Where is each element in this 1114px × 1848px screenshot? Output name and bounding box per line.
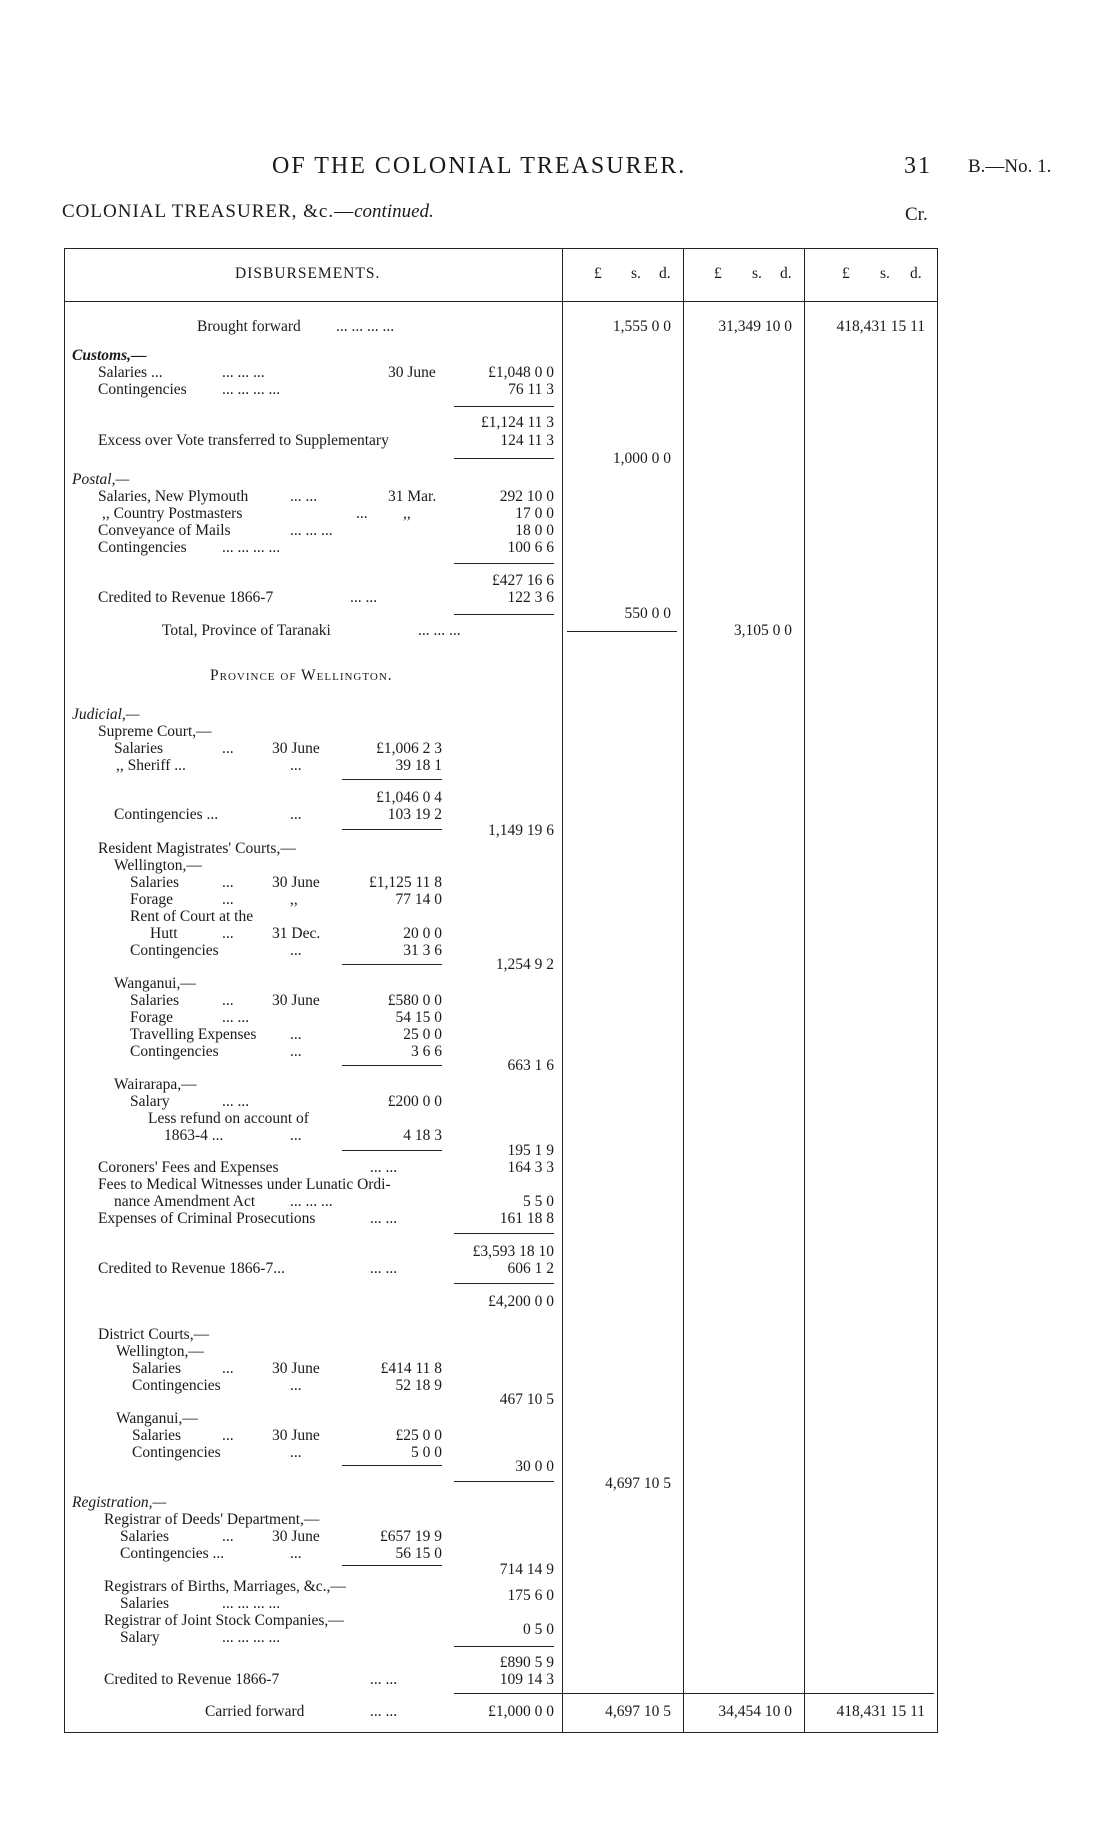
carried-forward-col2: 34,454 10 0 (718, 1703, 792, 1720)
header-bottom-rule (64, 301, 938, 302)
rmr-less-dots: ... (290, 1127, 302, 1144)
dcw-contingencies: Contingencies (132, 1377, 221, 1394)
courts-col1-total: 4,697 10 5 (605, 1475, 671, 1492)
rm-wellington-total: 1,254 9 2 (495, 956, 554, 973)
dcg-salaries-amount: £25 0 0 (395, 1427, 442, 1444)
dcw-salaries-date: 30 June (272, 1360, 320, 1377)
rmw-rent-date: 31 Dec. (272, 925, 321, 942)
rm-wanganui-total: 663 1 6 (507, 1057, 554, 1074)
postal-r1-amount: 292 10 0 (499, 488, 554, 505)
registration-credited-dots: ... ... (370, 1671, 398, 1688)
sc-salaries-date: 30 June (272, 740, 320, 757)
brought-forward-col2: 31,349 10 0 (718, 318, 792, 335)
sc-subtotal: £1,046 0 4 (376, 789, 442, 806)
postal-total-rule (454, 614, 554, 615)
joint-stock-heading: Registrar of Joint Stock Companies,— (104, 1612, 344, 1629)
customs-subtotal: £1,124 11 3 (480, 414, 554, 431)
judicial-heading: Judicial,— (72, 706, 140, 723)
dcg-salaries: Salaries (132, 1427, 182, 1444)
rb-salaries-dots: ... ... ... ... (222, 1595, 281, 1612)
rmr-salary-dots: ... ... (222, 1093, 250, 1110)
customs-salaries-amount: £1,048 0 0 (488, 364, 554, 381)
rm-wairarapa-heading: Wairarapa,— (114, 1076, 197, 1093)
postal-credited-label: Credited to Revenue 1866-7 (98, 589, 274, 606)
postal-conveyance-of-mails: Conveyance of Mails (98, 522, 231, 539)
rmg-salaries: Salaries (130, 992, 180, 1009)
carried-forward-col0: £1,000 0 0 (488, 1703, 554, 1720)
rd-contingencies-dots: ... (290, 1545, 302, 1562)
taranaki-total-dots: ... ... ... (418, 622, 461, 639)
postal-credited-dots: ... ... (350, 589, 378, 606)
rmw-contingencies: Contingencies (130, 942, 219, 959)
sc-contingencies: Contingencies ... (114, 806, 219, 823)
postal-r2-dots: ... (356, 505, 368, 522)
criminal-prosecutions-amount: 161 18 8 (499, 1210, 554, 1227)
rmw-forage: Forage (130, 891, 174, 908)
rmg-salaries-amount: £580 0 0 (387, 992, 442, 1009)
criminal-prosecutions-label: Expenses of Criminal Prosecutions (98, 1210, 316, 1227)
rmg-forage-amount: 54 15 0 (395, 1009, 442, 1026)
sc-sheriff-amount: 39 18 1 (395, 757, 442, 774)
rd-salaries-dots: ... (222, 1528, 234, 1545)
rmw-contingencies-dots: ... (290, 942, 302, 959)
deeds-department-heading: Registrar of Deeds' Department,— (104, 1511, 320, 1528)
postal-contingencies: Contingencies (98, 539, 187, 556)
joint-stock-total: 0 5 0 (523, 1621, 554, 1638)
rmr-total-rule (342, 1150, 442, 1151)
pence-header-2: d. (780, 265, 792, 282)
sc-salaries-dots: ... (222, 740, 234, 757)
rd-contingencies: Contingencies ... (120, 1545, 225, 1562)
taranaki-col2-total: 3,105 0 0 (733, 622, 792, 639)
postal-r4-amount: 100 6 6 (507, 539, 554, 556)
registration-credited-amount: 109 14 3 (499, 1671, 554, 1688)
page-title: OF THE COLONIAL TREASURER. (272, 153, 687, 179)
registration-heading: Registration,— (72, 1494, 167, 1511)
page-number: 31 (904, 153, 932, 179)
rmg-travelling-amount: 25 0 0 (403, 1026, 442, 1043)
judicial-credited-dots: ... ... (370, 1260, 398, 1277)
rd-salaries: Salaries (120, 1528, 170, 1545)
dcw-contingencies-dots: ... (290, 1377, 302, 1394)
shilling-header-3: s. (880, 265, 890, 282)
document-reference: B.—No. 1. (968, 156, 1052, 177)
customs-col1-total: 1,000 0 0 (612, 450, 671, 467)
right-border (937, 248, 938, 1732)
brought-forward-col1: 1,555 0 0 (612, 318, 671, 335)
col2-divider (683, 248, 684, 1732)
dcw-salaries: Salaries (132, 1360, 182, 1377)
judicial-subtotal-rule (454, 1233, 554, 1234)
postal-subtotal-rule (454, 563, 554, 564)
rm-wairarapa-total: 195 1 9 (507, 1142, 554, 1159)
medical-fees-dots: ... ... ... (290, 1193, 333, 1210)
sc-contingencies-dots: ... (290, 806, 302, 823)
coroners-fees-amount: 164 3 3 (507, 1159, 554, 1176)
table-top-rule (64, 248, 938, 249)
judicial-credited-label: Credited to Revenue 1866-7... (98, 1260, 285, 1277)
judicial-credited-amount: 606 1 2 (507, 1260, 554, 1277)
customs-contingencies-dots: ... ... ... ... (222, 381, 281, 398)
district-courts-heading: District Courts,— (98, 1326, 210, 1343)
coroners-fees-dots: ... ... (370, 1159, 398, 1176)
rmg-contingencies-dots: ... (290, 1043, 302, 1060)
rmg-salaries-date: 30 June (272, 992, 320, 1009)
subtitle-continued: continued. (354, 201, 434, 222)
rmw-contingencies-amount: 31 3 6 (403, 942, 442, 959)
rmr-salary: Salary (130, 1093, 170, 1110)
running-subtitle (62, 201, 434, 223)
judicial-net-rule (454, 1283, 554, 1284)
sc-sheriff: ,, Sheriff ... (116, 757, 186, 774)
rmg-travelling: Travelling Expenses (130, 1026, 257, 1043)
shilling-header-1: s. (631, 265, 641, 282)
supreme-court-total: 1,149 19 6 (488, 822, 554, 839)
customs-excess-amount: 124 11 3 (500, 432, 554, 449)
postal-r3-dots: ... ... ... (290, 522, 333, 539)
postal-r1-dots: ... ... (290, 488, 318, 505)
rmr-less-amount: 4 18 3 (403, 1127, 442, 1144)
customs-heading: Customs,— (72, 347, 147, 364)
rmw-forage-date: ,, (290, 891, 298, 908)
carried-forward-dots: ... ... (370, 1703, 398, 1720)
medical-fees-amount: 5 5 0 (523, 1193, 554, 1210)
rmg-forage-dots: ... ... (222, 1009, 250, 1026)
births-marriages-total: 175 6 0 (507, 1587, 554, 1604)
deeds-department-total: 714 14 9 (499, 1561, 554, 1578)
dcw-salaries-dots: ... (222, 1360, 234, 1377)
rd-salaries-date: 30 June (272, 1528, 320, 1545)
medical-fees-line1: Fees to Medical Witnesses under Lunatic Ordi- (98, 1176, 391, 1193)
rmg-contingencies-amount: 3 6 6 (411, 1043, 442, 1060)
rmw-rent-line2: Hutt (150, 925, 178, 942)
carried-forward-col3: 418,431 15 11 (836, 1703, 925, 1720)
sc-sheriff-dots: ... (290, 757, 302, 774)
rmg-contingencies: Contingencies (130, 1043, 219, 1060)
rmw-salaries-date: 30 June (272, 874, 320, 891)
criminal-prosecutions-dots: ... ... (370, 1210, 398, 1227)
rmg-total-rule (342, 1065, 442, 1066)
customs-salaries-dots: ... ... ... (222, 364, 265, 381)
postal-subtotal: £427 16 6 (492, 572, 554, 589)
postal-r2-amount: 17 0 0 (515, 505, 554, 522)
dcg-contingencies-dots: ... (290, 1444, 302, 1461)
postal-r3-amount: 18 0 0 (515, 522, 554, 539)
postal-country-postmasters: ,, Country Postmasters (102, 505, 243, 522)
col1-divider (562, 248, 563, 1732)
brought-forward-label: Brought forward (197, 318, 301, 335)
rm-courts-heading: Resident Magistrates' Courts,— (98, 840, 296, 857)
postal-heading: Postal,— (72, 471, 130, 488)
rmw-rent-amount: 20 0 0 (403, 925, 442, 942)
carried-forward-rule (454, 1693, 934, 1694)
disbursements-heading: DISBURSEMENTS. (235, 265, 381, 282)
pound-header-1: £ (594, 265, 602, 282)
sc-salaries: Salaries (114, 740, 164, 757)
taranaki-total-label: Total, Province of Taranaki (162, 622, 331, 639)
rm-wellington-heading: Wellington,— (114, 857, 202, 874)
dcg-total-rule (342, 1465, 442, 1466)
sc-contingencies-amount: 103 19 2 (387, 806, 442, 823)
courts-total-rule (454, 1481, 554, 1482)
dc-wanganui-total: 30 0 0 (515, 1458, 554, 1475)
dcw-contingencies-amount: 52 18 9 (395, 1377, 442, 1394)
rj-salary-dots: ... ... ... ... (222, 1629, 281, 1646)
postal-salaries-new-plymouth: Salaries, New Plymouth (98, 488, 249, 505)
taranaki-col1-rule (567, 631, 677, 632)
rd-total-rule (342, 1565, 442, 1566)
rmw-salaries-dots: ... (222, 874, 234, 891)
registration-credited-label: Credited to Revenue 1866-7 (104, 1671, 280, 1688)
dcw-salaries-amount: £414 11 8 (380, 1360, 442, 1377)
customs-contingencies-amount: 76 11 3 (508, 381, 554, 398)
postal-r1-date: 31 Mar. (388, 488, 437, 505)
subtitle-main: COLONIAL TREASURER, &c.— (62, 201, 355, 222)
dc-wellington-heading: Wellington,— (116, 1343, 204, 1360)
sc-total-rule (342, 829, 442, 830)
births-marriages-heading: Registrars of Births, Marriages, &c.,— (104, 1578, 346, 1595)
rmw-rent-line1: Rent of Court at the (130, 908, 254, 925)
rmr-less-line2: 1863-4 ... (164, 1127, 224, 1144)
customs-salaries-date: 30 June (388, 364, 436, 381)
sc-salaries-amount: £1,006 2 3 (376, 740, 442, 757)
judicial-net-total: £4,200 0 0 (488, 1293, 554, 1310)
rmw-forage-dots: ... (222, 891, 234, 908)
postal-credited-amount: 122 3 6 (507, 589, 554, 606)
customs-total-rule (454, 458, 554, 459)
registration-subtotal: £890 5 9 (499, 1654, 554, 1671)
postal-r4-dots: ... ... ... ... (222, 539, 281, 556)
supreme-court-heading: Supreme Court,— (98, 723, 212, 740)
medical-fees-line2: nance Amendment Act (114, 1193, 256, 1210)
pence-header-3: d. (910, 265, 922, 282)
shilling-header-2: s. (752, 265, 762, 282)
rmr-salary-amount: £200 0 0 (387, 1093, 442, 1110)
rm-wanganui-heading: Wanganui,— (114, 975, 196, 992)
dcg-salaries-date: 30 June (272, 1427, 320, 1444)
carried-forward-col1: 4,697 10 5 (605, 1703, 671, 1720)
dc-wellington-total: 467 10 5 (499, 1391, 554, 1408)
rmw-forage-amount: 77 14 0 (395, 891, 442, 908)
customs-contingencies: Contingencies (98, 381, 187, 398)
dcg-contingencies-amount: 5 0 0 (411, 1444, 442, 1461)
rb-salaries: Salaries (120, 1595, 170, 1612)
pound-header-2: £ (714, 265, 722, 282)
customs-excess-label: Excess over Vote transferred to Supplementary (98, 432, 389, 449)
dcg-contingencies: Contingencies (132, 1444, 221, 1461)
rmg-salaries-dots: ... (222, 992, 234, 1009)
customs-subtotal-rule (454, 406, 554, 407)
rmg-travelling-dots: ... (290, 1026, 302, 1043)
pound-header-3: £ (842, 265, 850, 282)
wellington-heading: Province of Wellington. (210, 667, 393, 684)
judicial-subtotal: £3,593 18 10 (472, 1243, 554, 1260)
postal-r2-date: ,, (403, 505, 411, 522)
left-border (64, 248, 65, 1732)
rmw-salaries-amount: £1,125 11 8 (368, 874, 442, 891)
rd-salaries-amount: £657 19 9 (380, 1528, 442, 1545)
dcg-salaries-dots: ... (222, 1427, 234, 1444)
rd-contingencies-amount: 56 15 0 (395, 1545, 442, 1562)
rmw-total-rule (342, 964, 442, 965)
pence-header-1: d. (659, 265, 671, 282)
rmg-forage: Forage (130, 1009, 174, 1026)
dc-wanganui-heading: Wanganui,— (116, 1410, 198, 1427)
rmr-less-line1: Less refund on account of (148, 1110, 309, 1127)
registration-subtotal-rule (454, 1646, 554, 1647)
postal-col1-total: 550 0 0 (624, 605, 671, 622)
sc-subtotal-rule (342, 779, 442, 780)
carried-forward-label: Carried forward (205, 1703, 305, 1720)
customs-salaries: Salaries ... (98, 364, 163, 381)
table-bottom-rule (64, 1732, 938, 1733)
brought-forward-col3: 418,431 15 11 (836, 318, 925, 335)
credit-side-label: Cr. (905, 204, 928, 225)
col3-divider (804, 248, 805, 1732)
rmw-salaries: Salaries (130, 874, 180, 891)
rmw-rent-dots: ... (222, 925, 234, 942)
rj-salary: Salary (120, 1629, 160, 1646)
coroners-fees-label: Coroners' Fees and Expenses (98, 1159, 279, 1176)
brought-forward-dots: ... ... ... ... (336, 318, 395, 335)
